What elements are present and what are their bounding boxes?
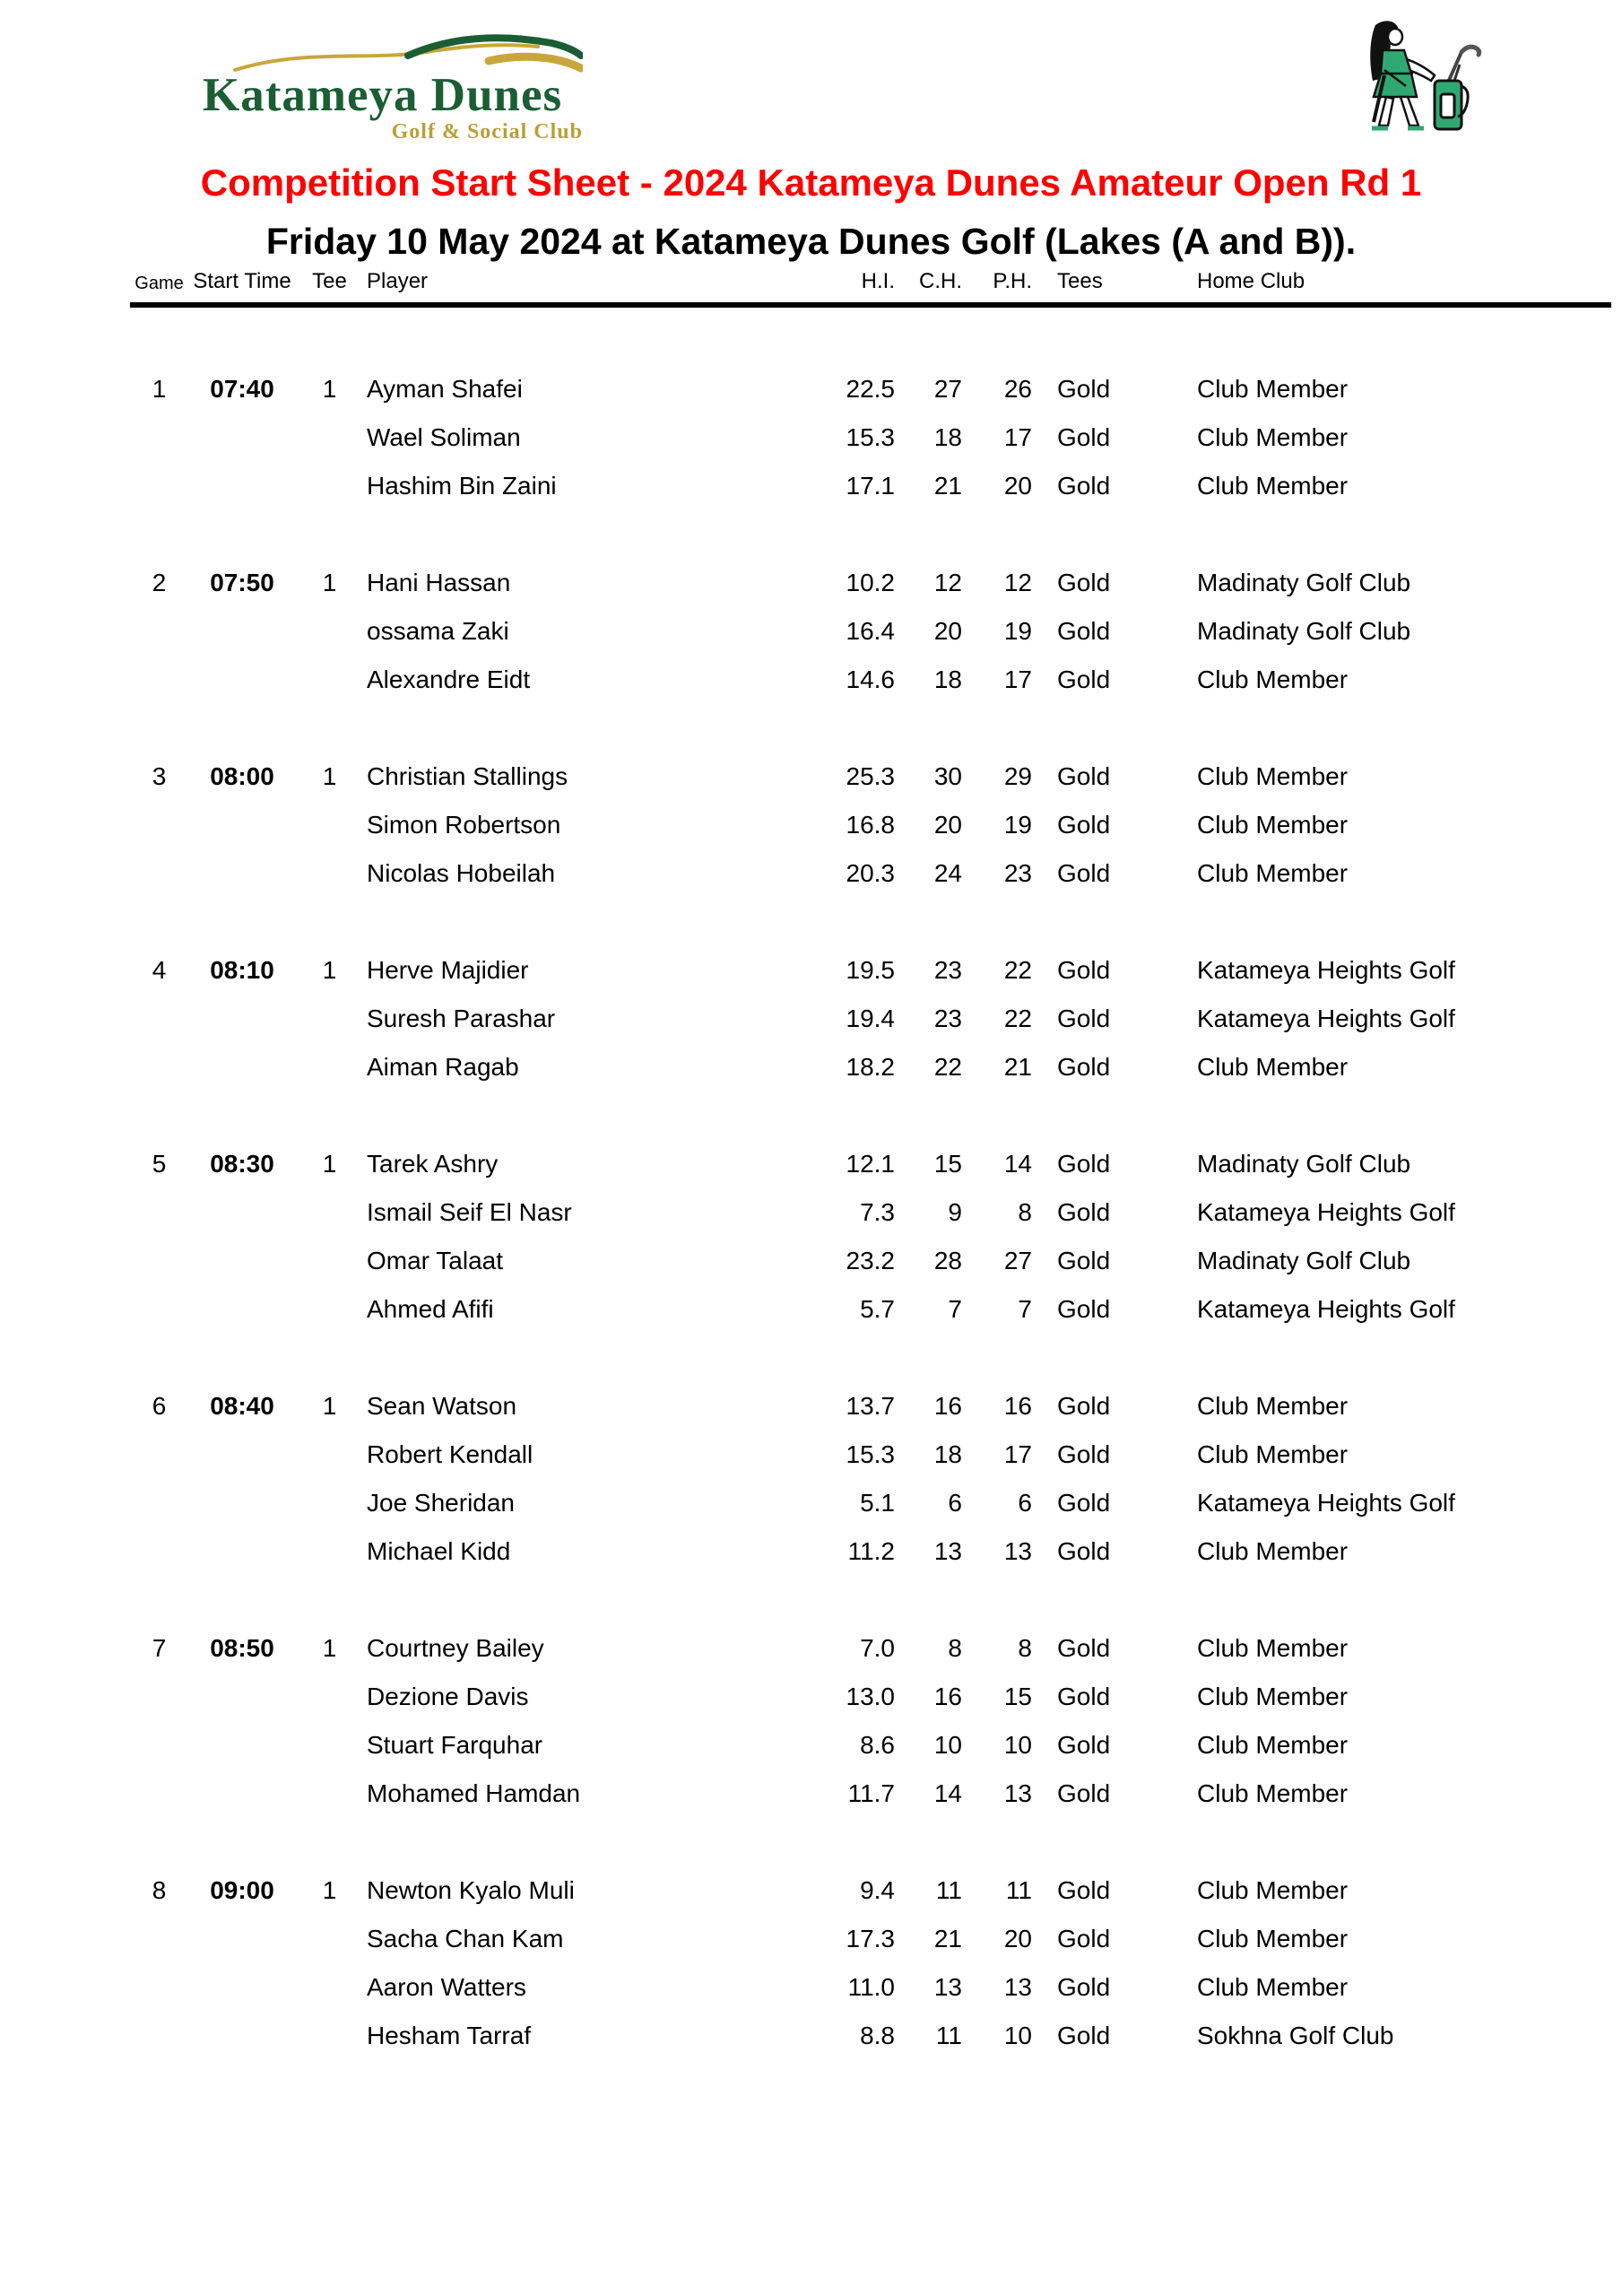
ch-cell: 28 (933, 1247, 962, 1274)
home-club-cell: Madinaty Golf Club (1197, 1150, 1411, 1178)
player-row (130, 1527, 1611, 1576)
tees-cell: Gold (1057, 423, 1111, 451)
tees-cell: Gold (1057, 1247, 1111, 1274)
home-club-cell: Club Member (1197, 1537, 1349, 1565)
hi-cell: 18.2 (846, 1053, 895, 1081)
ph-cell: 7 (1018, 1295, 1032, 1323)
player-name-cell: Mohamed Hamdan (367, 1779, 581, 1807)
player-name-cell: Ayman Shafei (367, 375, 523, 403)
start-time-cell: 08:10 (210, 956, 274, 984)
ch-cell: 10 (933, 1731, 962, 1759)
ch-cell: 7 (948, 1295, 962, 1323)
game-group (130, 946, 1611, 1091)
home-club-cell: Katameya Heights Golf (1197, 1295, 1455, 1323)
player-row (130, 1479, 1611, 1527)
ch-cell: 22 (933, 1053, 962, 1081)
game-group (130, 365, 1611, 510)
player-row (130, 413, 1611, 462)
tees-cell: Gold (1057, 1053, 1111, 1081)
tees-cell: Gold (1057, 1489, 1111, 1517)
player-row (130, 752, 1611, 801)
tees-cell: Gold (1057, 1634, 1111, 1662)
ch-cell: 27 (933, 375, 962, 403)
header-hi: H.I. (861, 269, 895, 293)
header-player: Player (367, 269, 429, 293)
ph-cell: 17 (1003, 423, 1032, 451)
club-logo-name: Katameya Dunes (203, 69, 563, 121)
player-row (130, 946, 1611, 995)
header-ch: C.H. (919, 269, 962, 293)
player-name-cell: Ismail Seif El Nasr (367, 1198, 572, 1226)
hi-cell: 23.2 (846, 1247, 895, 1274)
ch-cell: 6 (948, 1489, 962, 1517)
player-row (130, 1624, 1611, 1673)
player-row (130, 1721, 1611, 1770)
header-ph: P.H. (993, 269, 1032, 293)
ch-cell: 16 (933, 1683, 962, 1710)
player-name-cell: Simon Robertson (367, 811, 561, 839)
ch-cell: 21 (933, 472, 962, 500)
home-club-cell: Katameya Heights Golf (1197, 1198, 1455, 1226)
start-time-cell: 08:00 (210, 762, 274, 790)
header-game: Game (134, 274, 184, 293)
ch-cell: 24 (933, 859, 962, 887)
home-club-cell: Club Member (1197, 1440, 1349, 1468)
ph-cell: 15 (1003, 1683, 1032, 1710)
tees-cell: Gold (1057, 472, 1111, 500)
player-row (130, 1963, 1611, 2012)
game-group (130, 1140, 1611, 1334)
player-row (130, 462, 1611, 510)
header-tees: Tees (1057, 269, 1103, 293)
ph-cell: 27 (1003, 1247, 1032, 1274)
player-row (130, 849, 1611, 898)
game-number-cell: 1 (152, 375, 167, 403)
tee-cell: 1 (322, 762, 337, 790)
player-row (130, 656, 1611, 704)
player-name-cell: Omar Talaat (367, 1247, 503, 1274)
home-club-cell: Club Member (1197, 811, 1349, 839)
tees-cell: Gold (1057, 1392, 1111, 1420)
hi-cell: 7.3 (860, 1198, 895, 1226)
hi-cell: 9.4 (860, 1876, 895, 1904)
hi-cell: 16.8 (846, 811, 895, 839)
game-number-cell: 8 (152, 1876, 167, 1904)
hi-cell: 22.5 (846, 375, 895, 403)
home-club-cell: Club Member (1197, 859, 1349, 887)
tees-cell: Gold (1057, 665, 1111, 693)
tees-cell: Gold (1057, 617, 1111, 645)
ph-cell: 6 (1018, 1489, 1032, 1517)
player-row (130, 1188, 1611, 1237)
hi-cell: 5.1 (860, 1489, 895, 1517)
ch-cell: 23 (933, 956, 962, 984)
player-name-cell: Sacha Chan Kam (367, 1925, 564, 1952)
tee-cell: 1 (322, 569, 337, 596)
start-time-cell: 07:40 (210, 375, 274, 403)
hi-cell: 11.2 (847, 1537, 895, 1565)
game-number-cell: 4 (152, 956, 167, 984)
player-name-cell: Aiman Ragab (367, 1053, 519, 1081)
tees-cell: Gold (1057, 1198, 1111, 1226)
ch-cell: 11 (935, 1876, 962, 1904)
tees-cell: Gold (1057, 569, 1111, 596)
game-number-cell: 3 (152, 762, 167, 790)
home-club-cell: Club Member (1197, 1683, 1349, 1710)
tees-cell: Gold (1057, 1150, 1111, 1178)
ch-cell: 13 (933, 1537, 962, 1565)
group-spacer (130, 510, 1611, 559)
home-club-cell: Club Member (1197, 1973, 1349, 2001)
ph-cell: 20 (1003, 472, 1032, 500)
tees-cell: Gold (1057, 1683, 1111, 1710)
ph-cell: 21 (1003, 1053, 1032, 1081)
game-group (130, 1866, 1611, 2060)
hi-cell: 17.1 (846, 472, 895, 500)
ph-cell: 23 (1003, 859, 1032, 887)
tee-cell: 1 (322, 1150, 337, 1178)
group-spacer (130, 1091, 1611, 1140)
ch-cell: 20 (933, 617, 962, 645)
ch-cell: 9 (948, 1198, 962, 1226)
tee-cell: 1 (322, 1876, 337, 1904)
ph-cell: 22 (1003, 1004, 1032, 1032)
player-name-cell: Courtney Bailey (367, 1634, 544, 1662)
tees-cell: Gold (1057, 375, 1111, 403)
player-row (130, 1770, 1611, 1818)
hi-cell: 17.3 (846, 1925, 895, 1952)
player-name-cell: Newton Kyalo Muli (367, 1876, 575, 1904)
ch-cell: 18 (933, 1440, 962, 1468)
ph-cell: 10 (1003, 1731, 1032, 1759)
group-spacer (130, 704, 1611, 752)
home-club-cell: Club Member (1197, 472, 1349, 500)
hi-cell: 25.3 (846, 762, 895, 790)
game-number-cell: 6 (152, 1392, 167, 1420)
home-club-cell: Club Member (1197, 1392, 1349, 1420)
tees-cell: Gold (1057, 1876, 1111, 1904)
hi-cell: 14.6 (846, 665, 895, 693)
player-name-cell: Suresh Parashar (367, 1004, 556, 1032)
tees-cell: Gold (1057, 1779, 1111, 1807)
home-club-cell: Club Member (1197, 1876, 1349, 1904)
ph-cell: 13 (1003, 1537, 1032, 1565)
tees-cell: Gold (1057, 762, 1111, 790)
home-club-cell: Sokhna Golf Club (1197, 2022, 1394, 2049)
home-club-cell: Madinaty Golf Club (1197, 569, 1411, 596)
hi-cell: 19.5 (846, 956, 895, 984)
player-name-cell: Nicolas Hobeilah (367, 859, 556, 887)
home-club-cell: Club Member (1197, 665, 1349, 693)
game-group (130, 1382, 1611, 1576)
player-row (130, 1285, 1611, 1334)
player-name-cell: Joe Sheridan (367, 1489, 516, 1517)
hi-cell: 11.0 (847, 1973, 895, 2001)
tees-cell: Gold (1057, 1295, 1111, 1323)
ph-cell: 13 (1003, 1973, 1032, 2001)
ph-cell: 16 (1003, 1392, 1032, 1420)
club-logo (203, 30, 583, 143)
tee-cell: 1 (322, 956, 337, 984)
ph-cell: 19 (1003, 811, 1032, 839)
hi-cell: 20.3 (846, 859, 895, 887)
hi-cell: 13.0 (846, 1683, 895, 1710)
home-club-cell: Madinaty Golf Club (1197, 1247, 1411, 1274)
tee-cell: 1 (322, 1392, 337, 1420)
tees-cell: Gold (1057, 1925, 1111, 1952)
player-row (130, 1382, 1611, 1431)
game-number-cell: 5 (152, 1150, 167, 1178)
ph-cell: 8 (1018, 1198, 1032, 1226)
ch-cell: 18 (933, 665, 962, 693)
player-row (130, 2012, 1611, 2060)
hi-cell: 16.4 (846, 617, 895, 645)
group-spacer (130, 898, 1611, 946)
club-logo-tagline: Golf & Social Club (391, 120, 583, 144)
tees-cell: Gold (1057, 859, 1111, 887)
ch-cell: 12 (933, 569, 962, 596)
group-spacer (130, 1818, 1611, 1866)
hi-cell: 8.6 (860, 1731, 895, 1759)
ph-cell: 17 (1003, 665, 1032, 693)
ch-cell: 14 (933, 1779, 962, 1807)
ph-cell: 22 (1003, 956, 1032, 984)
hi-cell: 13.7 (846, 1392, 895, 1420)
player-name-cell: Hashim Bin Zaini (367, 472, 557, 500)
home-club-cell: Club Member (1197, 1053, 1349, 1081)
ch-cell: 8 (948, 1634, 962, 1662)
ch-cell: 23 (933, 1004, 962, 1032)
player-name-cell: Herve Majidier (367, 956, 529, 984)
hi-cell: 7.0 (860, 1634, 895, 1662)
ph-cell: 29 (1003, 762, 1032, 790)
tee-cell: 1 (322, 1634, 337, 1662)
ch-cell: 16 (933, 1392, 962, 1420)
player-row (130, 1915, 1611, 1963)
player-name-cell: Stuart Farquhar (367, 1731, 543, 1759)
player-name-cell: Sean Watson (367, 1392, 517, 1420)
ph-cell: 8 (1018, 1634, 1032, 1662)
tees-cell: Gold (1057, 956, 1111, 984)
ph-cell: 11 (1005, 1876, 1032, 1904)
ch-cell: 18 (933, 423, 962, 451)
header-start-time: Start Time (193, 269, 291, 293)
player-row (130, 995, 1611, 1043)
ph-cell: 12 (1003, 569, 1032, 596)
player-row (130, 365, 1611, 413)
player-row (130, 1140, 1611, 1188)
hi-cell: 19.4 (846, 1004, 895, 1032)
tees-cell: Gold (1057, 1004, 1111, 1032)
hi-cell: 8.8 (860, 2022, 895, 2049)
start-sheet-table (130, 269, 1611, 2060)
home-club-cell: Madinaty Golf Club (1197, 617, 1411, 645)
ph-cell: 10 (1003, 2022, 1032, 2049)
home-club-cell: Katameya Heights Golf (1197, 956, 1455, 984)
table-rows (130, 308, 1611, 2060)
tees-cell: Gold (1057, 811, 1111, 839)
ph-cell: 17 (1003, 1440, 1032, 1468)
hi-cell: 10.2 (846, 569, 895, 596)
player-name-cell: Alexandre Eidt (367, 665, 531, 693)
player-name-cell: Christian Stallings (367, 762, 568, 790)
ch-cell: 30 (933, 762, 962, 790)
game-number-cell: 7 (152, 1634, 167, 1662)
player-row (130, 1431, 1611, 1479)
start-time-cell: 08:50 (210, 1634, 274, 1662)
hi-cell: 5.7 (860, 1295, 895, 1323)
ph-cell: 26 (1003, 375, 1032, 403)
player-name-cell: Ahmed Afifi (367, 1295, 494, 1323)
hi-cell: 15.3 (846, 423, 895, 451)
home-club-cell: Club Member (1197, 1925, 1349, 1952)
player-name-cell: Dezione Davis (367, 1683, 529, 1710)
hi-cell: 15.3 (846, 1440, 895, 1468)
hi-cell: 11.7 (847, 1779, 895, 1807)
tees-cell: Gold (1057, 1973, 1111, 2001)
home-club-cell: Club Member (1197, 375, 1349, 403)
competition-subtitle: Friday 10 May 2024 at Katameya Dunes Golf (Lakes (A and B)). (265, 221, 1357, 262)
game-group (130, 1624, 1611, 1818)
home-club-cell: Club Member (1197, 1634, 1349, 1662)
header-home-club: Home Club (1197, 269, 1305, 293)
player-name-cell: Michael Kidd (367, 1537, 511, 1565)
player-name-cell: Hesham Tarraf (367, 2022, 532, 2049)
ph-cell: 13 (1003, 1779, 1032, 1807)
home-club-cell: Katameya Heights Golf (1197, 1489, 1455, 1517)
egyptian-golfer-icon (1338, 11, 1486, 136)
player-name-cell: Wael Soliman (367, 423, 521, 451)
ch-cell: 11 (935, 2022, 962, 2049)
tees-cell: Gold (1057, 1731, 1111, 1759)
tee-cell: 1 (322, 375, 337, 403)
header-tee: Tee (312, 269, 347, 293)
game-group (130, 752, 1611, 898)
player-row (130, 1043, 1611, 1091)
hi-cell: 12.1 (846, 1150, 895, 1178)
player-name-cell: ossama Zaki (367, 617, 509, 645)
table-header-row (130, 269, 1611, 308)
start-time-cell: 07:50 (210, 569, 274, 596)
ch-cell: 21 (933, 1925, 962, 1952)
home-club-cell: Club Member (1197, 762, 1349, 790)
competition-title: Competition Start Sheet - 2024 Katameya Dunes Amateur Open Rd 1 (200, 161, 1422, 204)
home-club-cell: Club Member (1197, 423, 1349, 451)
ch-cell: 13 (933, 1973, 962, 2001)
player-name-cell: Tarek Ashry (367, 1150, 499, 1178)
tees-cell: Gold (1057, 2022, 1111, 2049)
tees-cell: Gold (1057, 1440, 1111, 1468)
start-time-cell: 08:40 (210, 1392, 274, 1420)
tees-cell: Gold (1057, 1537, 1111, 1565)
player-row (130, 801, 1611, 849)
group-spacer (130, 1576, 1611, 1624)
ph-cell: 19 (1003, 617, 1032, 645)
player-row (130, 607, 1611, 656)
start-time-cell: 09:00 (210, 1876, 274, 1904)
game-number-cell: 2 (152, 569, 167, 596)
player-row (130, 559, 1611, 607)
ph-cell: 14 (1003, 1150, 1032, 1178)
player-row (130, 1866, 1611, 1915)
home-club-cell: Katameya Heights Golf (1197, 1004, 1455, 1032)
player-name-cell: Hani Hassan (367, 569, 511, 596)
ch-cell: 20 (933, 811, 962, 839)
ph-cell: 20 (1003, 1925, 1032, 1952)
ch-cell: 15 (933, 1150, 962, 1178)
home-club-cell: Club Member (1197, 1731, 1349, 1759)
home-club-cell: Club Member (1197, 1779, 1349, 1807)
player-row (130, 1237, 1611, 1285)
game-group (130, 559, 1611, 704)
start-time-cell: 08:30 (210, 1150, 274, 1178)
player-row (130, 1673, 1611, 1721)
player-name-cell: Robert Kendall (367, 1440, 533, 1468)
group-spacer (130, 1334, 1611, 1382)
player-name-cell: Aaron Watters (367, 1973, 526, 2001)
